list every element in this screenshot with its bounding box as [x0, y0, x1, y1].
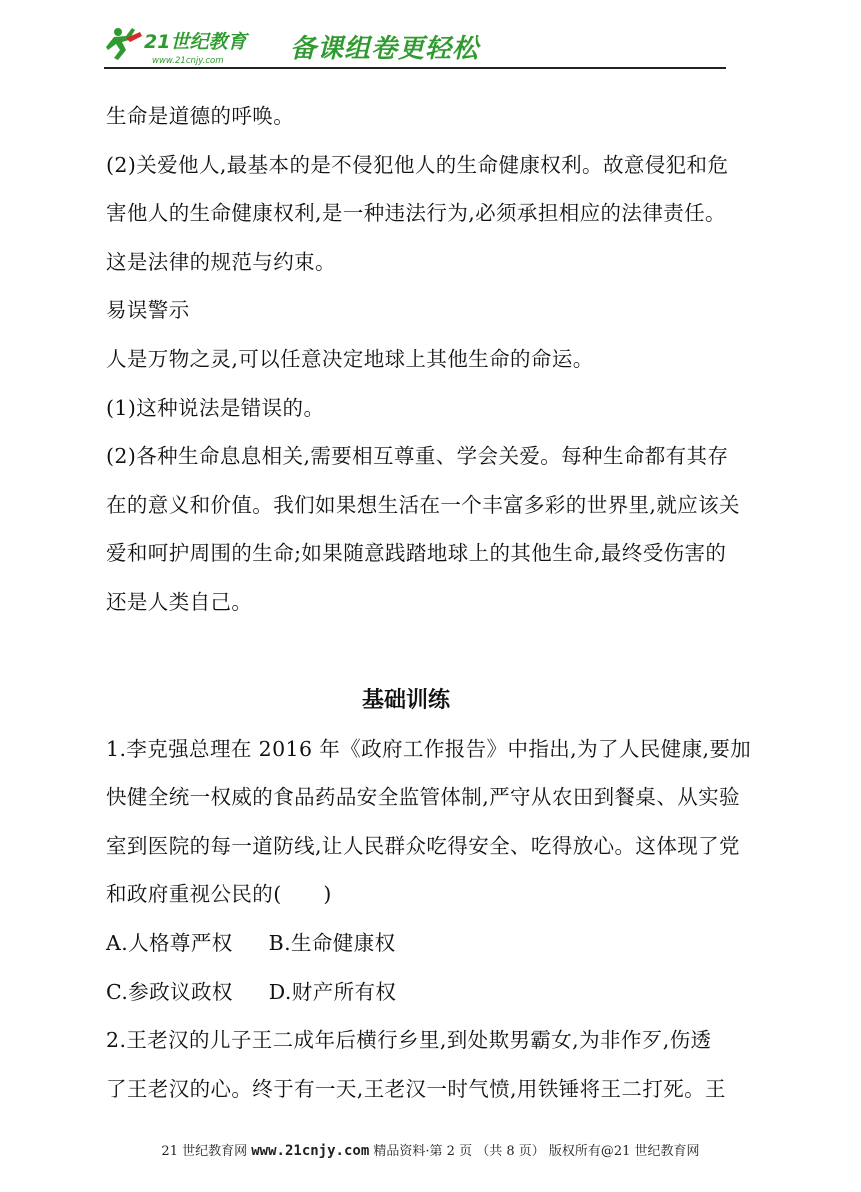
option-row	[106, 968, 766, 1017]
header-rule	[104, 67, 726, 69]
footer-prefix: 21 世纪教育网	[161, 1144, 248, 1159]
page-content	[106, 92, 766, 1113]
question-line: 和政府重视公民的( )	[106, 882, 332, 907]
spacer	[106, 627, 766, 677]
answer-line: 还是人类自己。	[106, 589, 253, 614]
option-row	[106, 919, 766, 968]
warning-heading: 易误警示	[106, 298, 190, 323]
warning-claim: 人是万物之灵,可以任意决定地球上其他生命的命运。	[106, 346, 594, 371]
answer-line: 在的意义和价值。我们如果想生活在一个丰富多彩的世界里,就应该关	[106, 492, 740, 517]
footer-site-link[interactable]: www.21cnjy.com	[251, 1143, 370, 1159]
paragraph-line: 生命是道德的呼唤。	[106, 104, 295, 128]
option-b: B.生命健康权	[268, 930, 396, 955]
slogan: 备课组卷更轻松	[290, 34, 480, 64]
paragraph-line: (2)关爱他人,最基本的是不侵犯他人的生命健康权利。故意侵犯和危	[106, 152, 729, 177]
page-header	[104, 22, 726, 70]
question-line: 2.王老汉的儿子王二成年后横行乡里,到处欺男霸女,为非作歹,伤透	[106, 1028, 712, 1053]
option-d: D.财产所有权	[268, 979, 397, 1004]
answer-line: 爱和呵护周围的生命;如果随意践踏地球上的其他生命,最终受伤害的	[106, 541, 727, 566]
option-c: C.参政议政权	[106, 979, 233, 1004]
paragraph-line: 这是法律的规范与约束。	[106, 249, 336, 274]
question-line: 快健全统一权威的食品药品安全监管体制,严守从农田到餐桌、从实验	[106, 785, 740, 810]
option-a: A.人格尊严权	[106, 930, 233, 955]
answer-line: (1)这种说法是错误的。	[106, 395, 325, 420]
question-line: 室到医院的每一道防线,让人民群众吃得安全、吃得放心。这体现了党	[106, 833, 740, 858]
section-title: 基础训练	[361, 687, 450, 713]
footer-suffix: 精品资料·第 2 页 （共 8 页） 版权所有@21 世纪教育网	[373, 1144, 700, 1159]
question-line: 了王老汉的心。终于有一天,王老汉一时气愤,用铁锤将王二打死。王	[106, 1076, 726, 1101]
logo-url: www.21cnjy.com	[152, 56, 224, 66]
paragraph-line: 害他人的生命健康权利,是一种违法行为,必须承担相应的法律责任。	[106, 201, 726, 226]
21cnjy-logo	[104, 24, 274, 68]
page-footer	[0, 1140, 861, 1159]
answer-line: (2)各种生命息息相关,需要相互尊重、学会关爱。每种生命都有其存	[106, 444, 729, 469]
logo-text: 21世纪教育	[144, 31, 247, 53]
question-line: 1.李克强总理在 2016 年《政府工作报告》中指出,为了人民健康,要加	[106, 736, 752, 761]
